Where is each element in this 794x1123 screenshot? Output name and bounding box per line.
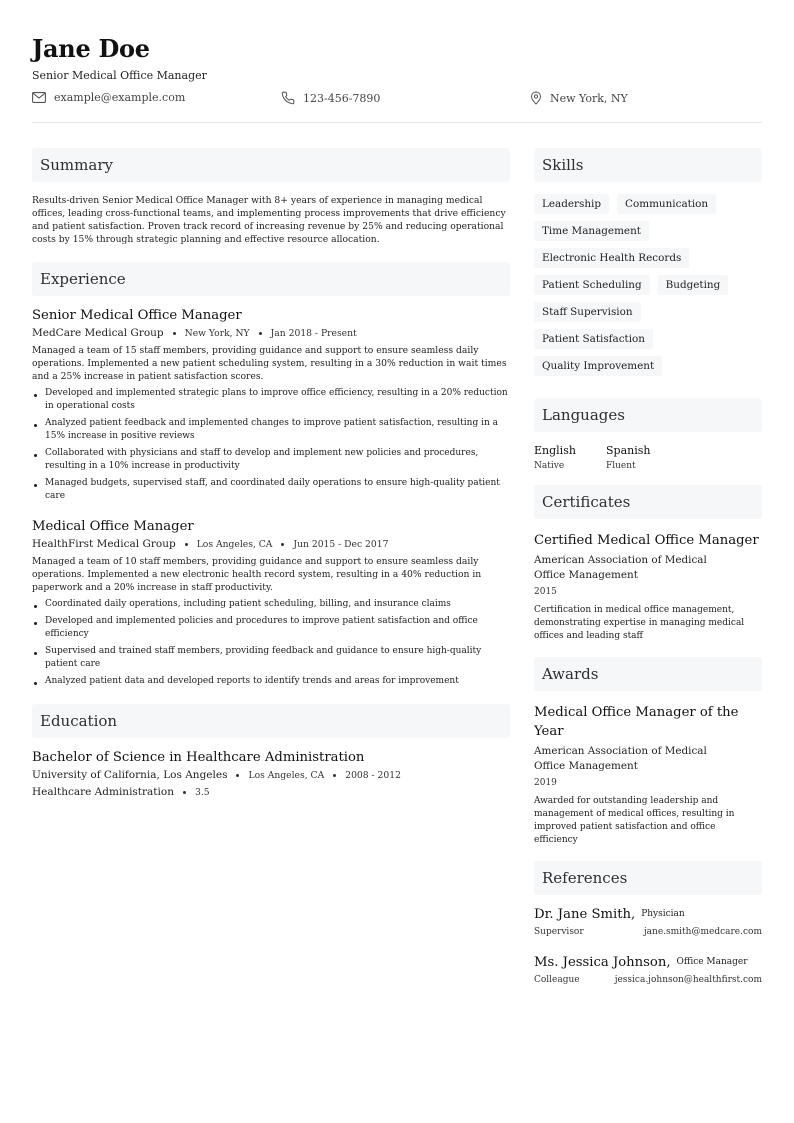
separator-dot (185, 543, 188, 546)
job-description: Managed a team of 10 staff members, providing guidance and support to ensure seamless daily operations. Implemented a new electronic health record system, resulting in a 40% reduction in paperwork and a 20% increase in staff productivity. (32, 556, 482, 593)
award-year: 2019 (534, 778, 557, 788)
skill-chip: Communication (617, 194, 716, 214)
language-level: Fluent (606, 461, 636, 471)
candidate-name: Jane Doe (32, 34, 150, 63)
job-location: Los Angeles, CA (196, 538, 273, 550)
job-dates: Jan 2018 - Present (270, 327, 357, 339)
reference-name: Ms. Jessica Johnson, (534, 955, 671, 970)
contact-email-text: example@example.com (54, 91, 186, 104)
job-meta (32, 538, 510, 550)
reference-entry (534, 907, 762, 937)
separator-dot (281, 543, 284, 546)
job-org: MedCare Medical Group (32, 327, 164, 339)
list-item: Coordinated daily operations, including patient scheduling, billing, and insurance claims (32, 598, 510, 611)
list-item: Supervised and trained staff members, providing feedback and guidance to ensure high-quality patient care (32, 645, 510, 671)
job-bullets (32, 387, 510, 503)
contact-location (530, 91, 628, 105)
job-bullets (32, 598, 510, 688)
separator-dot (236, 774, 239, 777)
reference-role: Physician (641, 909, 685, 919)
school-name: University of California, Los Angeles (32, 769, 228, 781)
education-heading: Education (32, 704, 510, 738)
references-heading: References (534, 861, 762, 895)
certificate-issuer: American Association of Medical Office Management (534, 554, 707, 581)
skill-chip: Leadership (534, 194, 609, 214)
contact-bar (32, 91, 762, 107)
school-location: Los Angeles, CA (248, 769, 325, 781)
candidate-title: Senior Medical Office Manager (32, 69, 207, 82)
education-dates: 2008 - 2012 (345, 769, 401, 781)
job-entry (32, 308, 510, 503)
language-item (534, 444, 606, 471)
skill-chip: Patient Scheduling (534, 275, 650, 295)
language-item (606, 444, 678, 471)
reference-email[interactable]: jane.smith@medcare.com (643, 927, 762, 937)
languages-heading: Languages (534, 398, 762, 432)
award-entry (534, 703, 762, 847)
separator-dot (183, 791, 186, 794)
list-item: Analyzed patient data and developed reports to identify trends and areas for improvement (32, 675, 510, 688)
skills-list (534, 194, 762, 376)
skills-heading: Skills (534, 148, 762, 182)
job-description: Managed a team of 15 staff members, providing guidance and support to ensure seamless daily operations. Implemented a new patient scheduling system, resulting in a 30% reduction in wait times and a 25% increase in patient satisfaction scores. (32, 345, 507, 382)
education-meta (32, 769, 510, 781)
list-item: Managed budgets, supervised staff, and coordinated daily operations to ensure high-quality patient care (32, 477, 510, 503)
job-dates: Jun 2015 - Dec 2017 (293, 538, 389, 550)
reference-email[interactable]: jessica.johnson@healthfirst.com (614, 975, 762, 985)
award-title: Medical Office Manager of the Year (534, 705, 739, 739)
certificate-description: Certification in medical office management, demonstrating expertise in managing medical offices and leading staff (534, 605, 745, 641)
language-level: Native (534, 461, 565, 471)
list-item: Developed and implemented strategic plans to improve office efficiency, resulting in a 20% reduction in operational costs (32, 387, 510, 413)
certificate-title: Certified Medical Office Manager (534, 533, 759, 548)
education-entry (32, 750, 510, 798)
skill-chip: Time Management (534, 221, 649, 241)
job-title: Senior Medical Office Manager (32, 308, 242, 323)
education-gpa: 3.5 (194, 786, 210, 798)
reference-role: Office Manager (676, 957, 748, 967)
skill-chip: Quality Improvement (534, 356, 662, 376)
main-column (32, 148, 510, 803)
contact-phone[interactable] (281, 91, 380, 105)
awards-heading: Awards (534, 657, 762, 691)
skill-chip: Budgeting (658, 275, 729, 295)
education-field-meta (32, 786, 510, 798)
summary-text: Results-driven Senior Medical Office Manager with 8+ years of experience in managing medical offices, leading cross-functional teams, and implementing process improvements that drive efficiency and patient satisfaction. Proven track record of increasing revenue by 25% and reducing operational costs by 15% through strategic planning and effective resource allocation. (32, 195, 506, 245)
job-org: HealthFirst Medical Group (32, 538, 176, 550)
list-item: Analyzed patient feedback and implemented changes to improve patient satisfaction, resulting in a 15% increase in positive reviews (32, 417, 510, 443)
separator-dot (173, 332, 176, 335)
reference-relation: Supervisor (534, 927, 584, 937)
certificate-year: 2015 (534, 587, 557, 597)
job-location: New York, NY (184, 327, 250, 339)
separator-dot (259, 332, 262, 335)
degree-title: Bachelor of Science in Healthcare Administration (32, 750, 365, 765)
list-item: Developed and implemented policies and procedures to improve patient satisfaction and office efficiency (32, 615, 510, 641)
language-name: English (534, 444, 576, 457)
summary-heading: Summary (32, 148, 510, 182)
skill-chip: Electronic Health Records (534, 248, 689, 268)
language-name: Spanish (606, 444, 651, 457)
skill-chip: Staff Supervision (534, 302, 641, 322)
mail-icon (32, 92, 46, 103)
contact-email[interactable] (32, 91, 185, 104)
separator-dot (333, 774, 336, 777)
job-title: Medical Office Manager (32, 519, 194, 534)
reference-name: Dr. Jane Smith, (534, 907, 636, 922)
certificates-heading: Certificates (534, 485, 762, 519)
education-field: Healthcare Administration (32, 786, 174, 798)
skill-chip: Patient Satisfaction (534, 329, 653, 349)
side-column (534, 148, 762, 995)
award-description: Awarded for outstanding leadership and management of medical offices, resulting in improved patient satisfaction and office efficiency (534, 796, 735, 845)
reference-entry (534, 955, 762, 985)
contact-location-text: New York, NY (550, 91, 628, 105)
experience-heading: Experience (32, 262, 510, 296)
list-item: Collaborated with physicians and staff to develop and implement new policies and procedures, resulting in a 10% increase in productivity (32, 447, 510, 473)
reference-relation: Colleague (534, 975, 580, 985)
contact-phone-text: 123-456-7890 (303, 91, 381, 105)
certificate-entry (534, 531, 762, 643)
languages-list (534, 444, 762, 471)
award-issuer: American Association of Medical Office Management (534, 745, 707, 772)
job-meta (32, 327, 510, 339)
location-pin-icon (530, 91, 542, 105)
job-entry (32, 519, 510, 688)
header-divider (32, 122, 762, 123)
phone-icon (281, 91, 295, 105)
